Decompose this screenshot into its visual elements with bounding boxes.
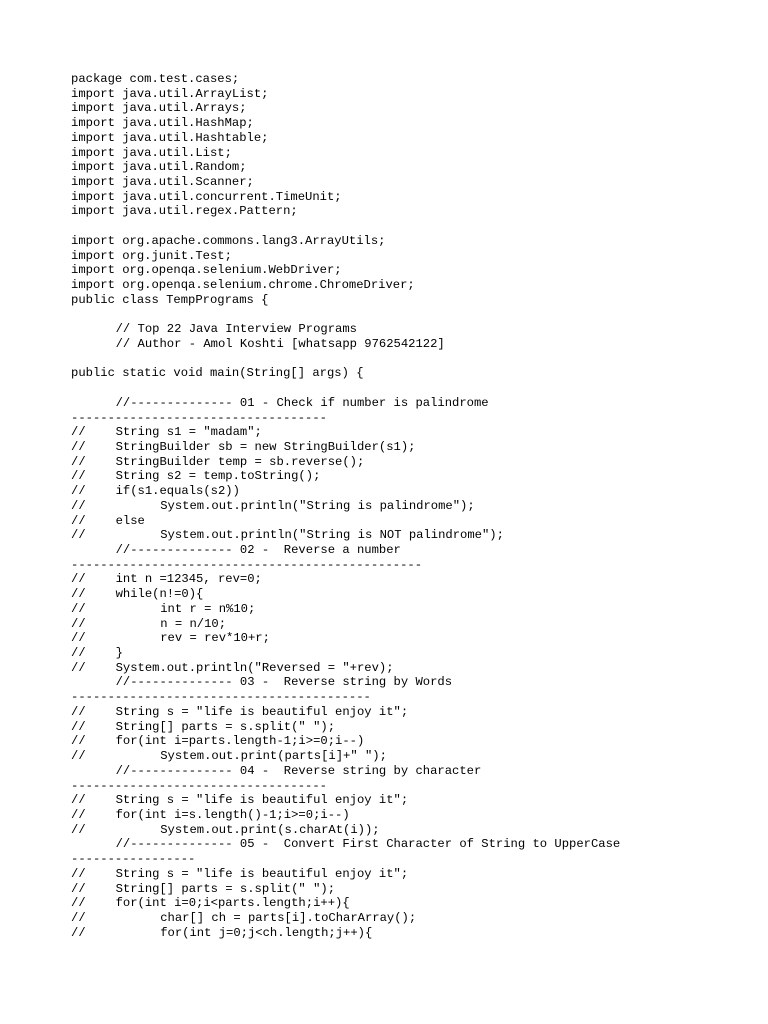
comment-marker: // [71,822,86,837]
code-line [71,116,620,131]
blank-line [71,352,620,367]
line-text: int n =12345, rev=0; [115,572,262,587]
line-text: ------------------------------------------------ [71,557,423,572]
commented-code-line [71,867,620,882]
code-line [71,204,620,219]
line-text: public static void main(String[] args) { [71,366,364,381]
line-text: while(n!=0){ [115,587,204,602]
line-text: import java.util.Arrays; [71,101,247,116]
code-line [71,72,620,87]
line-text: //-------------- 01 - Check if number is palindrome [115,395,489,410]
line-text: //-------------- 04 - Reverse string by character [115,763,482,778]
code-line [71,366,620,381]
comment-marker: // [71,660,86,675]
blank-line [71,308,620,323]
line-text: import org.openqa.selenium.chrome.ChromeDriver; [71,278,415,293]
comment-marker: // [71,646,86,661]
commented-code-line [71,514,620,529]
commented-code-line [71,720,620,735]
line-text: String s = "life is beautiful enjoy it"; [115,704,409,719]
line-text: import java.util.List; [71,145,232,160]
comment-marker: // [71,469,86,484]
commented-code-line [71,734,620,749]
line-text: //-------------- 02 - Reverse a number [115,543,401,557]
code-line [71,160,620,175]
commented-code-line [71,926,620,941]
code-line [71,175,620,190]
comment-marker: // [71,601,86,616]
commented-code-line [71,528,620,543]
line-text: for(int j=0;j<ch.length;j++){ [160,925,373,940]
line-text: import org.junit.Test; [71,248,232,263]
comment-marker: // [71,807,86,822]
line-text: import java.util.Hashtable; [71,130,269,145]
line-text: String s = "life is beautiful enjoy it"; [115,866,409,881]
line-text: rev = rev*10+r; [160,631,270,646]
line-text: n = n/10; [160,616,227,631]
line-text: ----------------------------------- [71,410,327,425]
commented-code-line [71,793,620,808]
line-text: if(s1.equals(s2)) [115,484,240,499]
line-text: String s1 = "madam"; [115,425,262,440]
code-line [71,131,620,146]
code-line [71,293,620,308]
commented-code-line [71,911,620,926]
line-text: System.out.println("String is NOT palindrome"); [160,528,504,543]
line-text: int r = n%10; [160,601,256,616]
code-line [71,234,620,249]
line-text: for(int i=s.length()-1;i>=0;i--) [115,807,350,822]
code-line [71,190,620,205]
commented-code-line [71,631,620,646]
comment-marker: // [71,896,86,911]
comment-marker: // [71,587,86,602]
line-text: ----------------- [71,852,196,867]
commented-code-line [71,823,620,838]
comment-marker: // [71,910,86,925]
code-line [71,87,620,102]
line-text: String[] parts = s.split(" "); [115,719,336,734]
line-text: import java.util.regex.Pattern; [71,204,298,219]
code-listing [71,72,620,940]
commented-code-line [71,469,620,484]
comment-marker: // [71,719,86,734]
commented-code-line [71,617,620,632]
comment-line [71,837,620,852]
comment-marker: // [71,734,86,749]
line-text: String[] parts = s.split(" "); [115,881,336,896]
line-text: //-------------- 05 - Convert First Character of String to UpperCase [115,837,621,852]
commented-code-line [71,440,620,455]
comment-line [71,396,620,411]
line-text: // Top 22 Java Interview Programs [115,322,357,337]
code-line [71,263,620,278]
code-line [71,558,620,573]
commented-code-line [71,587,620,602]
comment-marker: // [71,616,86,631]
comment-marker: // [71,454,86,469]
commented-code-line [71,749,620,764]
line-text: ----------------------------------------- [71,690,371,705]
comment-marker: // [71,528,86,543]
comment-line [71,322,620,337]
code-line [71,146,620,161]
code-line [71,249,620,264]
comment-marker: // [71,498,86,513]
code-line [71,852,620,867]
comment-line [71,337,620,352]
comment-marker: // [71,439,86,454]
line-text: import org.openqa.selenium.WebDriver; [71,263,342,278]
comment-line [71,764,620,779]
line-text: String s2 = temp.toString(); [115,469,321,484]
commented-code-line [71,499,620,514]
comment-line [71,675,620,690]
comment-marker: // [71,793,86,808]
line-text: System.out.print(parts[i]+" "); [160,749,387,764]
comment-marker: // [71,425,86,440]
commented-code-line [71,661,620,676]
line-text: else [115,513,145,528]
line-text: import org.apache.commons.lang3.ArrayUtils; [71,233,386,248]
comment-marker: // [71,704,86,719]
line-text: for(int i=0;i<parts.length;i++){ [115,896,350,911]
commented-code-line [71,602,620,617]
commented-code-line [71,705,620,720]
line-text: import java.util.HashMap; [71,116,254,131]
commented-code-line [71,646,620,661]
commented-code-line [71,455,620,470]
line-text: StringBuilder sb = new StringBuilder(s1); [115,439,416,454]
line-text: System.out.print(s.charAt(i)); [160,822,380,837]
blank-line [71,219,620,234]
commented-code-line [71,484,620,499]
commented-code-line [71,808,620,823]
comment-marker: // [71,749,86,764]
line-text: StringBuilder temp = sb.reverse(); [115,454,365,469]
line-text: System.out.println("Reversed = "+rev); [115,660,394,675]
comment-marker: // [71,881,86,896]
line-text: } [115,646,123,661]
line-text: package com.test.cases; [71,72,240,86]
line-text: public class TempPrograms { [71,292,269,307]
line-text: import java.util.concurrent.TimeUnit; [71,189,342,204]
comment-line [71,543,620,558]
line-text: import java.util.Random; [71,160,247,175]
line-text: System.out.println("String is palindrome"); [160,498,475,513]
comment-marker: // [71,513,86,528]
commented-code-line [71,896,620,911]
comment-marker: // [71,925,86,940]
commented-code-line [71,425,620,440]
commented-code-line [71,572,620,587]
comment-marker: // [71,631,86,646]
line-text: //-------------- 03 - Reverse string by Words [115,675,453,690]
comment-marker: // [71,866,86,881]
comment-marker: // [71,484,86,499]
code-line [71,779,620,794]
code-line [71,278,620,293]
code-line [71,690,620,705]
line-text: // Author - Amol Koshti [whatsapp 9762542122] [115,336,445,351]
code-line [71,411,620,426]
line-text: char[] ch = parts[i].toCharArray(); [160,910,417,925]
commented-code-line [71,882,620,897]
line-text: import java.util.Scanner; [71,175,254,190]
line-text: for(int i=parts.length-1;i>=0;i--) [115,734,365,749]
comment-marker: // [71,572,86,587]
code-line [71,101,620,116]
line-text: ----------------------------------- [71,778,327,793]
line-text: String s = "life is beautiful enjoy it"; [115,793,409,808]
blank-line [71,381,620,396]
line-text: import java.util.ArrayList; [71,86,269,101]
